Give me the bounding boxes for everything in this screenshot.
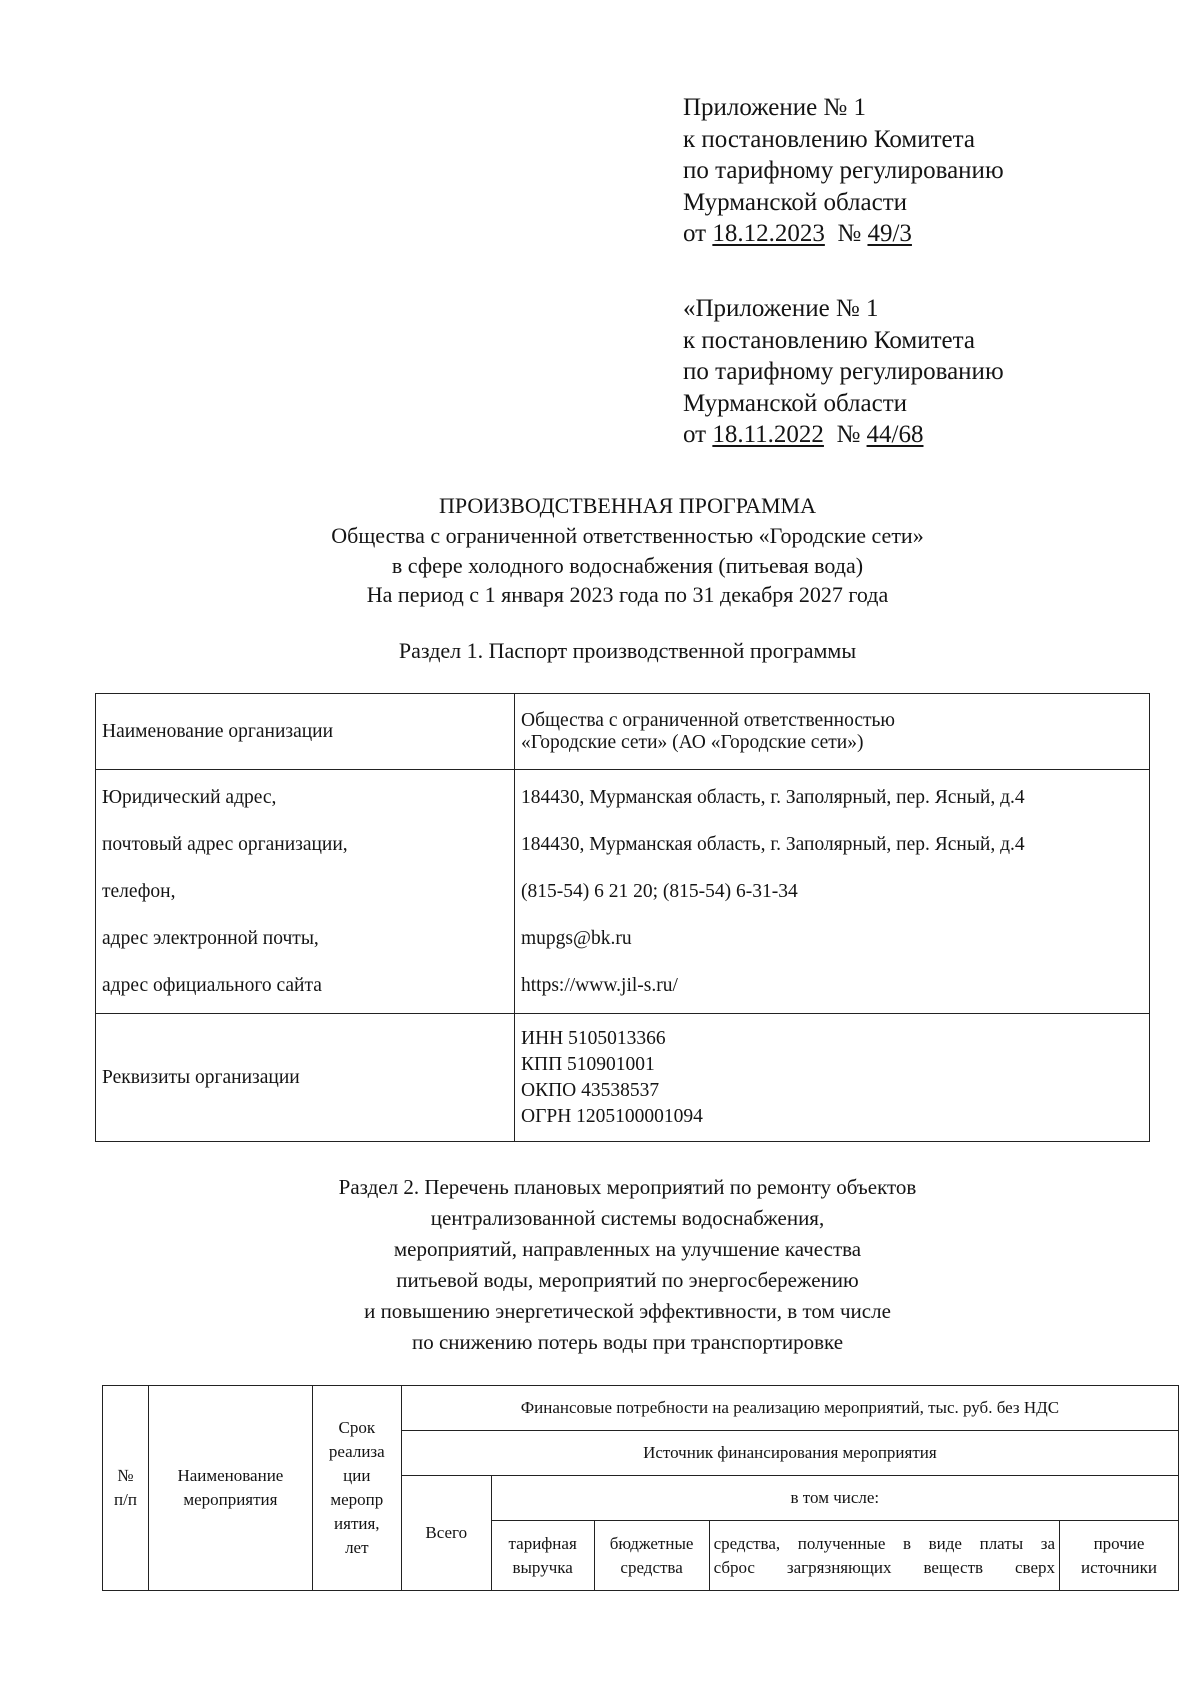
from-word: от bbox=[683, 421, 707, 448]
fin-needs-header: Финансовые потребности на реализацию мероприятий, тыс. руб. без НДС bbox=[401, 1386, 1178, 1431]
col-name-text: Наименование bbox=[177, 1466, 284, 1485]
section2-heading-line: и повышению энергетической эффективности, в том числе bbox=[364, 1299, 891, 1323]
ogrn-value: ОГРН 1205100001094 bbox=[521, 1105, 703, 1127]
including-header: в том числе: bbox=[491, 1476, 1178, 1521]
table-row bbox=[96, 694, 1150, 770]
appendix-line: Мурманской области bbox=[683, 188, 908, 216]
from-word: от bbox=[683, 220, 707, 247]
appendix-line: по тарифному регулированию bbox=[683, 358, 1004, 385]
col-term-text: иятия, bbox=[334, 1514, 380, 1533]
other-text: прочие bbox=[1093, 1533, 1145, 1553]
fees-text: сброс загрязняющих веществ сверх bbox=[713, 1557, 1056, 1577]
okpo-value: ОКПО 43538537 bbox=[521, 1079, 660, 1101]
fees-text: средства, полученные в виде платы за bbox=[713, 1533, 1056, 1553]
kpp-value: КПП 510901001 bbox=[521, 1053, 655, 1075]
col-term-text: реализа bbox=[328, 1442, 385, 1461]
program-scope-line: в сфере холодного водоснабжения (питьевая вода) bbox=[391, 553, 864, 578]
legal-address-label: Юридический адрес, bbox=[102, 787, 277, 808]
inn-value: ИНН 5105013366 bbox=[521, 1027, 666, 1049]
funding-source-header: Источник финансирования мероприятия bbox=[401, 1431, 1178, 1476]
org-name-value-line: Общества с ограниченной ответственностью bbox=[521, 709, 895, 731]
requisites-label: Реквизиты организации bbox=[96, 1014, 515, 1142]
total-header: Всего bbox=[401, 1476, 491, 1591]
section2-heading-line: питьевой воды, мероприятий по энергосбережению bbox=[396, 1268, 859, 1292]
section2-heading-line: мероприятий, направленных на улучшение качества bbox=[393, 1237, 862, 1261]
budget-funds-header bbox=[594, 1521, 709, 1591]
table-row bbox=[96, 770, 1150, 1014]
org-name-value bbox=[515, 694, 1150, 770]
tariff-text: тарифная bbox=[508, 1533, 577, 1553]
section2-heading-line: по снижению потерь воды при транспортировке bbox=[411, 1330, 844, 1354]
resolution-date: 18.12.2023 bbox=[712, 220, 825, 247]
website-value: https://www.jil-s.ru/ bbox=[521, 975, 678, 996]
website-label: адрес официального сайта bbox=[102, 975, 322, 996]
resolution-number: 49/3 bbox=[867, 220, 912, 247]
contacts-labels bbox=[96, 770, 515, 1014]
appendix-date-line bbox=[683, 218, 1004, 250]
appendix-line: к постановлению Комитета bbox=[683, 125, 975, 153]
appendix-line: Мурманской области bbox=[683, 389, 908, 417]
passport-table bbox=[95, 693, 1150, 1142]
email-label: адрес электронной почты, bbox=[102, 928, 319, 949]
requisites-values bbox=[515, 1014, 1150, 1142]
email-value: mupgs@bk.ru bbox=[521, 928, 632, 949]
program-org-line: Общества с ограниченной ответственностью «Городские сети» bbox=[331, 523, 924, 548]
col-number-header bbox=[103, 1386, 149, 1591]
col-number-text: п/п bbox=[114, 1490, 137, 1509]
postal-address-label: почтовый адрес организации, bbox=[102, 834, 348, 855]
postal-address-value: 184430, Мурманская область, г. Заполярный, пер. Ясный, д.4 bbox=[521, 834, 1025, 855]
resolution-number: 44/68 bbox=[866, 421, 924, 448]
appendix-line: к постановлению Комитета bbox=[683, 326, 975, 354]
budget-text: бюджетные bbox=[609, 1533, 694, 1553]
col-term-header bbox=[312, 1386, 401, 1591]
pollution-fees-header bbox=[709, 1521, 1059, 1591]
appendix-title: «Приложение № 1 bbox=[683, 295, 879, 322]
col-term-text: лет bbox=[345, 1538, 369, 1557]
other-text: источники bbox=[1081, 1557, 1158, 1577]
org-name-value-line: «Городские сети» (АО «Городские сети») bbox=[521, 731, 864, 753]
col-name-text: мероприятия bbox=[183, 1490, 278, 1509]
tariff-text: выручка bbox=[512, 1557, 573, 1577]
program-title: ПРОИЗВОДСТВЕННАЯ ПРОГРАММА bbox=[438, 493, 817, 518]
measures-table bbox=[102, 1385, 1179, 1591]
appendix-header-amended bbox=[683, 293, 1004, 451]
phone-label: телефон, bbox=[102, 881, 176, 902]
col-term-text: ции bbox=[343, 1466, 371, 1485]
budget-text: средства bbox=[620, 1557, 683, 1577]
appendix-title: Приложение № 1 bbox=[683, 94, 867, 121]
legal-address-value: 184430, Мурманская область, г. Заполярный, пер. Ясный, д.4 bbox=[521, 787, 1025, 808]
number-sign: № bbox=[836, 421, 861, 448]
resolution-date: 18.11.2022 bbox=[712, 421, 824, 448]
col-name-header bbox=[148, 1386, 312, 1591]
appendix-header-current bbox=[683, 92, 1004, 250]
appendix-date-line bbox=[683, 419, 1004, 451]
col-number-text: № bbox=[117, 1466, 134, 1485]
tariff-revenue-header bbox=[491, 1521, 594, 1591]
program-period-line: На период с 1 января 2023 года по 31 декабря 2027 года bbox=[366, 582, 889, 607]
col-term-text: Срок bbox=[338, 1418, 376, 1437]
phone-value: (815-54) 6 21 20; (815-54) 6-31-34 bbox=[521, 881, 798, 902]
section2-heading-line: централизованной системы водоснабжения, bbox=[430, 1206, 825, 1230]
table-row bbox=[103, 1386, 1179, 1431]
contacts-values bbox=[515, 770, 1150, 1014]
other-sources-header bbox=[1060, 1521, 1179, 1591]
org-name-label: Наименование организации bbox=[96, 694, 515, 770]
appendix-line: по тарифному регулированию bbox=[683, 157, 1004, 184]
section2-heading-line: Раздел 2. Перечень плановых мероприятий по ремонту объектов bbox=[338, 1175, 917, 1199]
col-term-text: меропр bbox=[330, 1490, 384, 1509]
number-sign: № bbox=[837, 220, 862, 247]
section1-heading: Раздел 1. Паспорт производственной программы bbox=[398, 638, 857, 663]
table-row bbox=[96, 1014, 1150, 1142]
